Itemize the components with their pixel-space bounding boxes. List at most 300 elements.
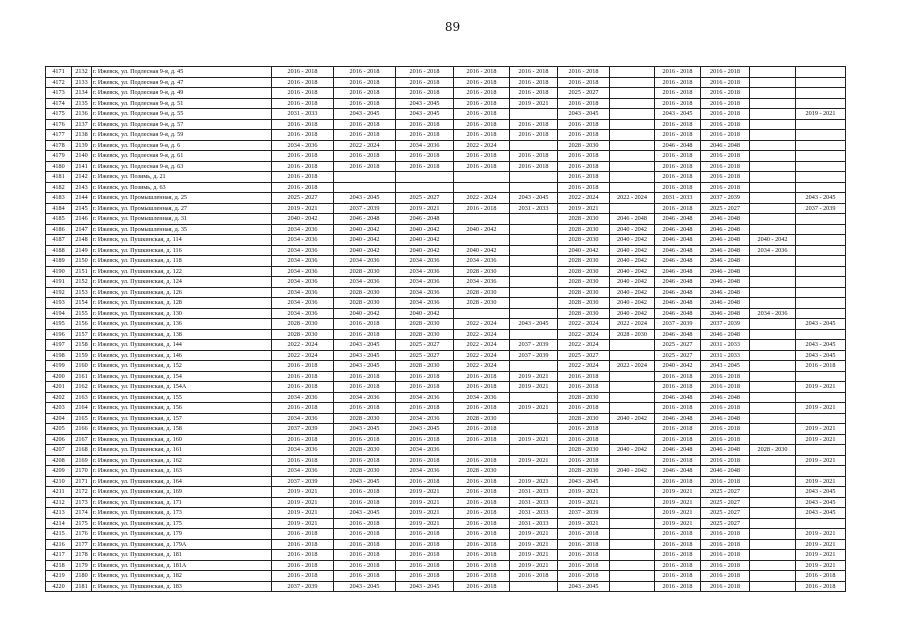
year-range-cell: 2016 - 2018 [796, 571, 846, 582]
row-number-cell: 4219 [46, 571, 72, 582]
year-range-cell: 2028 - 2030 [558, 308, 610, 319]
year-range-cell: 2016 - 2018 [454, 371, 510, 382]
year-range-cell: 2025 - 2027 [701, 487, 750, 498]
year-range-cell: 2040 - 2042 [454, 224, 510, 235]
year-range-cell: 2022 - 2024 [558, 361, 610, 372]
row-number-cell: 4203 [46, 403, 72, 414]
table-row [46, 308, 846, 319]
year-range-cell: 2046 - 2048 [701, 245, 750, 256]
year-range-cell: 2040 - 2042 [334, 245, 396, 256]
year-range-cell [796, 182, 846, 193]
table-row [46, 434, 846, 445]
year-range-cell: 2016 - 2018 [655, 539, 701, 550]
year-range-cell: 2016 - 2018 [272, 571, 334, 582]
year-range-cell: 2016 - 2018 [272, 151, 334, 162]
row-number-cell: 4190 [46, 266, 72, 277]
year-range-cell: 2028 - 2030 [558, 140, 610, 151]
year-range-cell: 2016 - 2018 [334, 319, 396, 330]
year-range-cell: 2022 - 2024 [454, 340, 510, 351]
year-range-cell: 2016 - 2018 [454, 424, 510, 435]
year-range-cell [610, 455, 655, 466]
year-range-cell: 2022 - 2024 [454, 350, 510, 361]
year-range-cell [610, 161, 655, 172]
year-range-cell [510, 361, 558, 372]
year-range-cell: 2040 - 2042 [334, 308, 396, 319]
year-range-cell: 2019 - 2021 [796, 434, 846, 445]
year-range-cell [510, 277, 558, 288]
year-range-cell: 2016 - 2018 [272, 77, 334, 88]
address-cell: г. Ижевск, ул. Пушкинская, д. 164 [92, 476, 272, 487]
year-range-cell [796, 88, 846, 99]
house-id-cell: 2132 [72, 67, 92, 78]
year-range-cell: 2016 - 2018 [701, 455, 750, 466]
year-range-cell: 2046 - 2048 [701, 266, 750, 277]
year-range-cell [796, 119, 846, 130]
year-range-cell [610, 88, 655, 99]
row-number-cell: 4206 [46, 434, 72, 445]
address-cell: г. Ижевск, ул. Подлесная 9-я, д. 55 [92, 109, 272, 120]
year-range-cell [796, 413, 846, 424]
year-range-cell: 2016 - 2018 [396, 382, 454, 393]
year-range-cell [750, 172, 796, 183]
year-range-cell: 2016 - 2018 [272, 361, 334, 372]
year-range-cell [510, 392, 558, 403]
address-cell: г. Ижевск, ул. Пушкинская, д. 173 [92, 508, 272, 519]
year-range-cell: 2034 - 2036 [396, 140, 454, 151]
year-range-cell [796, 298, 846, 309]
year-range-cell: 2016 - 2018 [454, 161, 510, 172]
house-id-cell: 2166 [72, 424, 92, 435]
row-number-cell: 4187 [46, 235, 72, 246]
row-number-cell: 4211 [46, 487, 72, 498]
address-cell: г. Ижевск, ул. Пушкинская, д. 162 [92, 455, 272, 466]
year-range-cell: 2016 - 2018 [396, 77, 454, 88]
year-range-cell: 2025 - 2027 [558, 88, 610, 99]
address-cell: г. Ижевск, ул. Подлесная 9-я, д. 61 [92, 151, 272, 162]
address-cell: г. Ижевск, ул. Пушкинская, д. 152 [92, 361, 272, 372]
row-number-cell: 4196 [46, 329, 72, 340]
year-range-cell: 2031 - 2033 [510, 508, 558, 519]
year-range-cell: 2043 - 2045 [334, 109, 396, 120]
house-id-cell: 2158 [72, 340, 92, 351]
year-range-cell: 2034 - 2036 [396, 392, 454, 403]
year-range-cell [610, 140, 655, 151]
year-range-cell: 2016 - 2018 [396, 560, 454, 571]
year-range-cell: 2034 - 2036 [272, 413, 334, 424]
year-range-cell: 2034 - 2036 [396, 256, 454, 267]
address-cell: г. Ижевск, ул. Пушкинская, д. 181 [92, 550, 272, 561]
year-range-cell [796, 161, 846, 172]
table-row [46, 161, 846, 172]
year-range-cell [610, 350, 655, 361]
year-range-cell [454, 172, 510, 183]
year-range-cell [750, 140, 796, 151]
year-range-cell [510, 266, 558, 277]
year-range-cell: 2016 - 2018 [655, 581, 701, 592]
year-range-cell: 2040 - 2042 [610, 266, 655, 277]
table-row [46, 340, 846, 351]
year-range-cell: 2046 - 2048 [655, 466, 701, 477]
year-range-cell: 2016 - 2018 [272, 67, 334, 78]
year-range-cell: 2043 - 2045 [396, 581, 454, 592]
year-range-cell: 2043 - 2045 [396, 109, 454, 120]
year-range-cell: 2016 - 2018 [396, 539, 454, 550]
year-range-cell: 2016 - 2018 [558, 98, 610, 109]
year-range-cell: 2016 - 2018 [334, 529, 396, 540]
year-range-cell: 2016 - 2018 [334, 119, 396, 130]
year-range-cell [454, 214, 510, 225]
year-range-cell: 2019 - 2021 [396, 518, 454, 529]
year-range-cell: 2016 - 2018 [655, 560, 701, 571]
year-range-cell: 2016 - 2018 [454, 560, 510, 571]
year-range-cell: 2037 - 2039 [701, 193, 750, 204]
year-range-cell: 2016 - 2018 [396, 88, 454, 99]
year-range-cell: 2043 - 2045 [796, 319, 846, 330]
row-number-cell: 4171 [46, 67, 72, 78]
year-range-cell: 2025 - 2027 [272, 193, 334, 204]
year-range-cell: 2019 - 2021 [510, 529, 558, 540]
year-range-cell [610, 382, 655, 393]
year-range-cell: 2022 - 2024 [272, 340, 334, 351]
house-id-cell: 2150 [72, 256, 92, 267]
year-range-cell: 2016 - 2018 [655, 455, 701, 466]
address-cell: г. Ижевск, ул. Пушкинская, д. 114 [92, 235, 272, 246]
year-range-cell: 2028 - 2030 [558, 266, 610, 277]
row-number-cell: 4179 [46, 151, 72, 162]
table-row [46, 298, 846, 309]
year-range-cell: 2019 - 2021 [396, 508, 454, 519]
table-row [46, 151, 846, 162]
table-row [46, 88, 846, 99]
year-range-cell: 2046 - 2048 [701, 140, 750, 151]
house-id-cell: 2140 [72, 151, 92, 162]
year-range-cell [750, 382, 796, 393]
address-cell: г. Ижевск, ул. Пушкинская, д. 146 [92, 350, 272, 361]
year-range-cell: 2040 - 2042 [610, 245, 655, 256]
year-range-cell: 2028 - 2030 [396, 329, 454, 340]
row-number-cell: 4220 [46, 581, 72, 592]
row-number-cell: 4218 [46, 560, 72, 571]
table-row [46, 571, 846, 582]
table-row [46, 487, 846, 498]
house-id-cell: 2175 [72, 518, 92, 529]
year-range-cell [750, 571, 796, 582]
year-range-cell [510, 182, 558, 193]
year-range-cell: 2016 - 2018 [396, 130, 454, 141]
house-id-cell: 2133 [72, 77, 92, 88]
year-range-cell [796, 287, 846, 298]
year-range-cell: 2016 - 2018 [454, 487, 510, 498]
year-range-cell [750, 88, 796, 99]
year-range-cell: 2019 - 2021 [510, 382, 558, 393]
year-range-cell [510, 298, 558, 309]
year-range-cell: 2016 - 2018 [454, 88, 510, 99]
year-range-cell: 2016 - 2018 [396, 151, 454, 162]
year-range-cell: 2043 - 2045 [510, 193, 558, 204]
year-range-cell: 2034 - 2036 [272, 445, 334, 456]
table-row [46, 119, 846, 130]
address-cell: г. Ижевск, ул. Пушкинская, д. 118 [92, 256, 272, 267]
house-id-cell: 2181 [72, 581, 92, 592]
year-range-cell: 2016 - 2018 [558, 382, 610, 393]
year-range-cell: 2040 - 2042 [750, 235, 796, 246]
table-row [46, 235, 846, 246]
year-range-cell: 2019 - 2021 [272, 508, 334, 519]
year-range-cell: 2037 - 2039 [510, 350, 558, 361]
year-range-cell: 2022 - 2024 [454, 329, 510, 340]
row-number-cell: 4184 [46, 203, 72, 214]
year-range-cell [610, 182, 655, 193]
year-range-cell: 2016 - 2018 [655, 529, 701, 540]
year-range-cell: 2022 - 2024 [454, 319, 510, 330]
year-range-cell [454, 235, 510, 246]
year-range-cell: 2016 - 2018 [454, 476, 510, 487]
address-cell: г. Ижевск, ул. Пушкинская, д. 128 [92, 298, 272, 309]
year-range-cell: 2046 - 2048 [655, 140, 701, 151]
house-id-cell: 2167 [72, 434, 92, 445]
year-range-cell [796, 256, 846, 267]
year-range-cell: 2016 - 2018 [558, 67, 610, 78]
year-range-cell: 2043 - 2045 [334, 340, 396, 351]
year-range-cell: 2019 - 2021 [796, 529, 846, 540]
year-range-cell: 2019 - 2021 [796, 109, 846, 120]
year-range-cell: 2016 - 2018 [558, 151, 610, 162]
year-range-cell: 2016 - 2018 [334, 518, 396, 529]
year-range-cell: 2019 - 2021 [396, 487, 454, 498]
address-cell: г. Ижевск, ул. Подлесная 9-я, д. 6 [92, 140, 272, 151]
address-cell: г. Ижевск, ул. Пушкинская, д. 158 [92, 424, 272, 435]
year-range-cell [750, 161, 796, 172]
year-range-cell: 2046 - 2048 [655, 214, 701, 225]
year-range-cell [510, 256, 558, 267]
row-number-cell: 4210 [46, 476, 72, 487]
address-cell: г. Ижевск, ул. Пушкинская, д. 161 [92, 445, 272, 456]
row-number-cell: 4186 [46, 224, 72, 235]
row-number-cell: 4204 [46, 413, 72, 424]
year-range-cell [750, 277, 796, 288]
year-range-cell: 2016 - 2018 [396, 119, 454, 130]
house-id-cell: 2138 [72, 130, 92, 141]
year-range-cell: 2037 - 2039 [510, 340, 558, 351]
year-range-cell: 2016 - 2018 [558, 119, 610, 130]
year-range-cell [796, 245, 846, 256]
year-range-cell: 2016 - 2018 [701, 109, 750, 120]
address-cell: г. Ижевск, ул. Пушкинская, д. 179А [92, 539, 272, 550]
year-range-cell [510, 424, 558, 435]
year-range-cell: 2034 - 2036 [396, 445, 454, 456]
address-cell: г. Ижевск, ул. Подлесная 9-я, д. 59 [92, 130, 272, 141]
house-id-cell: 2143 [72, 182, 92, 193]
year-range-cell: 2046 - 2048 [655, 413, 701, 424]
year-range-cell: 2040 - 2042 [610, 277, 655, 288]
year-range-cell: 2037 - 2039 [272, 424, 334, 435]
year-range-cell [796, 445, 846, 456]
year-range-cell: 2016 - 2018 [655, 476, 701, 487]
row-number-cell: 4185 [46, 214, 72, 225]
year-range-cell [750, 214, 796, 225]
year-range-cell: 2019 - 2021 [510, 476, 558, 487]
year-range-cell [750, 319, 796, 330]
year-range-cell: 2016 - 2018 [701, 172, 750, 183]
year-range-cell: 2016 - 2018 [558, 161, 610, 172]
year-range-cell: 2046 - 2048 [701, 466, 750, 477]
year-range-cell: 2022 - 2024 [272, 350, 334, 361]
year-range-cell: 2016 - 2018 [334, 487, 396, 498]
year-range-cell: 2034 - 2036 [454, 277, 510, 288]
year-range-cell: 2016 - 2018 [334, 455, 396, 466]
year-range-cell: 2016 - 2018 [701, 119, 750, 130]
year-range-cell: 2019 - 2021 [655, 487, 701, 498]
year-range-cell: 2031 - 2033 [272, 109, 334, 120]
year-range-cell [610, 403, 655, 414]
year-range-cell: 2025 - 2027 [701, 508, 750, 519]
year-range-cell: 2016 - 2018 [510, 88, 558, 99]
house-id-cell: 2162 [72, 382, 92, 393]
year-range-cell: 2016 - 2018 [454, 77, 510, 88]
year-range-cell: 2043 - 2045 [334, 361, 396, 372]
year-range-cell: 2028 - 2030 [272, 319, 334, 330]
year-range-cell: 2016 - 2018 [334, 539, 396, 550]
year-range-cell [796, 277, 846, 288]
address-cell: г. Ижевск, ул. Промышленная, д. 27 [92, 203, 272, 214]
house-id-cell: 2161 [72, 371, 92, 382]
address-cell: г. Ижевск, ул. Пушкинская, д. 144 [92, 340, 272, 351]
address-cell: г. Ижевск, ул. Пушкинская, д. 163 [92, 466, 272, 477]
year-range-cell: 2016 - 2018 [701, 476, 750, 487]
year-range-cell: 2043 - 2045 [796, 193, 846, 204]
year-range-cell: 2016 - 2018 [655, 151, 701, 162]
year-range-cell: 2046 - 2048 [701, 224, 750, 235]
year-range-cell [610, 571, 655, 582]
house-id-cell: 2179 [72, 560, 92, 571]
year-range-cell: 2016 - 2018 [454, 403, 510, 414]
table-row [46, 403, 846, 414]
year-range-cell: 2046 - 2048 [701, 298, 750, 309]
year-range-cell: 2016 - 2018 [701, 424, 750, 435]
address-cell: г. Ижевск, ул. Подлесная 9-я, д. 47 [92, 77, 272, 88]
year-range-cell [750, 487, 796, 498]
address-cell: г. Ижевск, ул. Пушкинская, д. 126 [92, 287, 272, 298]
year-range-cell: 2046 - 2048 [334, 214, 396, 225]
year-range-cell: 2037 - 2039 [701, 319, 750, 330]
year-range-cell: 2016 - 2018 [655, 172, 701, 183]
address-cell: г. Ижевск, ул. Пушкинская, д. 181А [92, 560, 272, 571]
row-number-cell: 4194 [46, 308, 72, 319]
year-range-cell [750, 371, 796, 382]
year-range-cell [610, 497, 655, 508]
year-range-cell: 2040 - 2042 [610, 235, 655, 246]
year-range-cell: 2025 - 2027 [396, 340, 454, 351]
year-range-cell: 2016 - 2018 [272, 119, 334, 130]
year-range-cell: 2016 - 2018 [334, 403, 396, 414]
year-range-cell: 2016 - 2018 [510, 151, 558, 162]
year-range-cell: 2037 - 2039 [655, 319, 701, 330]
year-range-cell: 2028 - 2030 [334, 287, 396, 298]
table-row [46, 466, 846, 477]
year-range-cell: 2028 - 2030 [558, 445, 610, 456]
year-range-cell: 2016 - 2018 [272, 382, 334, 393]
house-id-cell: 2151 [72, 266, 92, 277]
year-range-cell: 2016 - 2018 [558, 77, 610, 88]
table-row [46, 329, 846, 340]
year-range-cell [750, 403, 796, 414]
address-cell: г. Ижевск, ул. Пушкинская, д. 157 [92, 413, 272, 424]
year-range-cell: 2019 - 2021 [510, 539, 558, 550]
year-range-cell: 2016 - 2018 [655, 98, 701, 109]
year-range-cell: 2016 - 2018 [655, 371, 701, 382]
year-range-cell: 2028 - 2030 [558, 287, 610, 298]
year-range-cell: 2034 - 2036 [454, 256, 510, 267]
year-range-cell: 2016 - 2018 [701, 130, 750, 141]
year-range-cell: 2046 - 2048 [655, 287, 701, 298]
year-range-cell [750, 497, 796, 508]
row-number-cell: 4195 [46, 319, 72, 330]
year-range-cell [750, 182, 796, 193]
year-range-cell: 2019 - 2021 [796, 382, 846, 393]
year-range-cell: 2016 - 2018 [334, 382, 396, 393]
year-range-cell: 2016 - 2018 [272, 560, 334, 571]
year-range-cell [750, 224, 796, 235]
year-range-cell: 2046 - 2048 [701, 308, 750, 319]
table-row [46, 518, 846, 529]
year-range-cell: 2034 - 2036 [454, 392, 510, 403]
year-range-cell [750, 424, 796, 435]
table-row [46, 424, 846, 435]
year-range-cell: 2022 - 2024 [558, 340, 610, 351]
year-range-cell: 2031 - 2033 [510, 497, 558, 508]
row-number-cell: 4181 [46, 172, 72, 183]
year-range-cell: 2046 - 2048 [701, 214, 750, 225]
year-range-cell: 2016 - 2018 [272, 539, 334, 550]
row-number-cell: 4212 [46, 497, 72, 508]
year-range-cell: 2022 - 2024 [558, 329, 610, 340]
year-range-cell: 2016 - 2018 [701, 403, 750, 414]
house-id-cell: 2155 [72, 308, 92, 319]
year-range-cell: 2040 - 2042 [610, 298, 655, 309]
year-range-cell [796, 371, 846, 382]
year-range-cell: 2019 - 2021 [272, 518, 334, 529]
year-range-cell [610, 550, 655, 561]
year-range-cell [750, 340, 796, 351]
year-range-cell [510, 245, 558, 256]
table-row [46, 455, 846, 466]
year-range-cell: 2016 - 2018 [701, 98, 750, 109]
table-row [46, 77, 846, 88]
year-range-cell: 2016 - 2018 [655, 67, 701, 78]
row-number-cell: 4208 [46, 455, 72, 466]
year-range-cell: 2016 - 2018 [558, 560, 610, 571]
year-range-cell: 2016 - 2018 [558, 550, 610, 561]
year-range-cell: 2031 - 2033 [701, 340, 750, 351]
year-range-cell: 2016 - 2018 [454, 550, 510, 561]
address-cell: г. Ижевск, ул. Пушкинская, д. 179 [92, 529, 272, 540]
year-range-cell: 2037 - 2039 [272, 476, 334, 487]
year-range-cell: 2016 - 2018 [454, 67, 510, 78]
table-body [46, 67, 846, 592]
year-range-cell [610, 371, 655, 382]
year-range-cell: 2034 - 2036 [396, 287, 454, 298]
house-id-cell: 2174 [72, 508, 92, 519]
year-range-cell [750, 550, 796, 561]
house-id-cell: 2176 [72, 529, 92, 540]
year-range-cell: 2016 - 2018 [510, 130, 558, 141]
year-range-cell: 2031 - 2033 [510, 487, 558, 498]
year-range-cell: 2028 - 2030 [558, 235, 610, 246]
year-range-cell: 2040 - 2042 [610, 413, 655, 424]
year-range-cell: 2028 - 2030 [558, 392, 610, 403]
row-number-cell: 4216 [46, 539, 72, 550]
year-range-cell: 2046 - 2048 [655, 277, 701, 288]
